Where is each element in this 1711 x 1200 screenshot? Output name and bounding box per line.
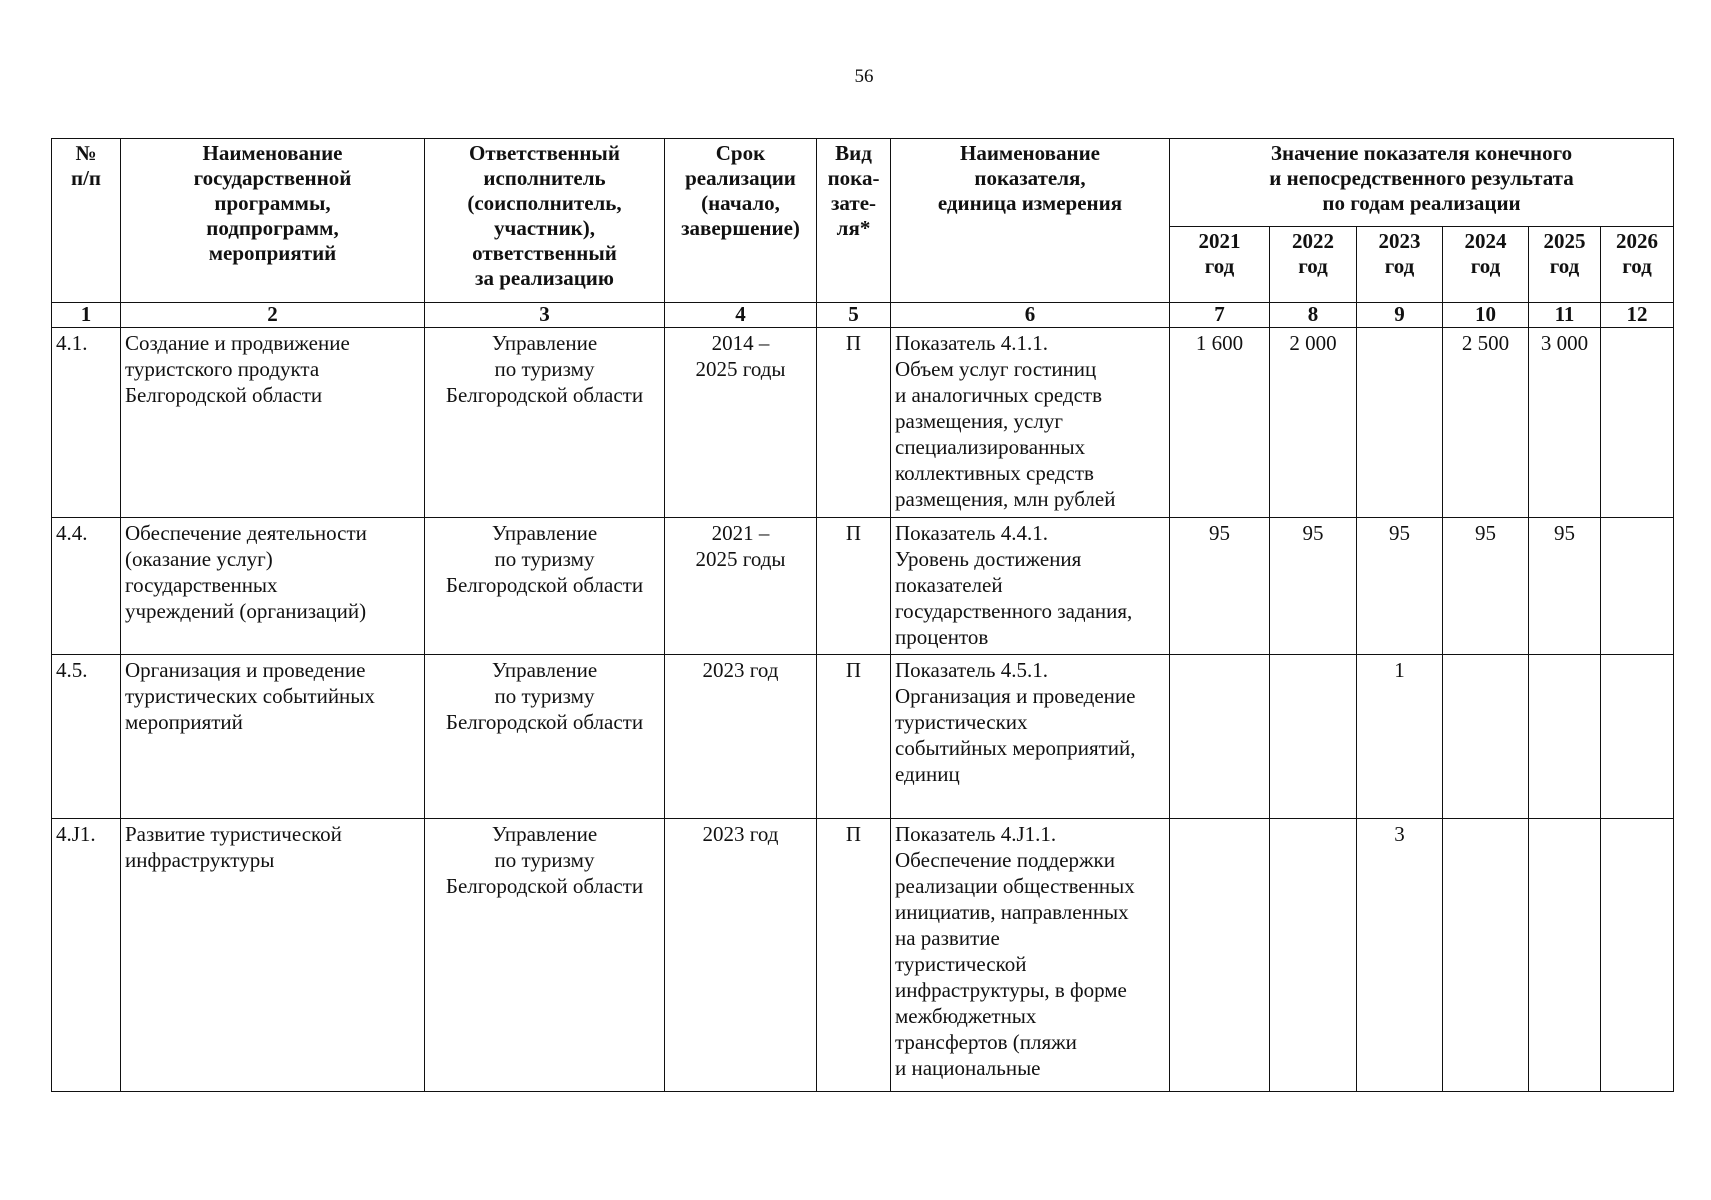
column-number: 7 [1170,303,1270,328]
column-number: 6 [891,303,1170,328]
row-value-2022: 95 [1270,518,1357,654]
column-number: 10 [1443,303,1529,328]
row-value-2023: 3 [1357,819,1443,1092]
row-value-2021: 95 [1170,518,1270,654]
column-number: 4 [665,303,817,328]
row-period: 2014 – 2025 годы [665,328,817,518]
table-row [52,819,1674,1092]
table-row [52,654,1674,818]
row-program-name: Развитие туристической инфраструктуры [121,819,425,1092]
row-program-name: Организация и проведение туристических событийных мероприятий [121,654,425,818]
header-responsible: Ответственный исполнитель (соисполнитель, участник), ответственный за реализацию [425,139,665,303]
row-num: 4.J1. [52,819,121,1092]
row-indicator-name: Показатель 4.4.1. Уровень достижения показателей государственного задания, процентов [891,518,1170,654]
header-num: № п/п [52,139,121,303]
table-row [52,518,1674,654]
header-indicator-type: Вид пока- зате- ля* [817,139,891,303]
row-indicator-name: Показатель 4.J1.1. Обеспечение поддержки реализации общественных инициатив, направленных на развитие туристической инфраструктуры, в форме межбюджетных трансфертов (пляжи и национальные [891,819,1170,1092]
row-program-name: Создание и продвижение туристского продукта Белгородской области [121,328,425,518]
row-value-2021 [1170,654,1270,818]
row-value-2025 [1529,654,1601,818]
column-number: 2 [121,303,425,328]
header-year-2026: 2026 год [1601,227,1674,303]
row-value-2023 [1357,328,1443,518]
header-period: Срок реализации (начало, завершение) [665,139,817,303]
row-indicator-type: П [817,328,891,518]
row-value-2023: 1 [1357,654,1443,818]
column-number: 3 [425,303,665,328]
row-num: 4.4. [52,518,121,654]
row-value-2024 [1443,654,1529,818]
row-value-2024 [1443,819,1529,1092]
row-responsible: Управление по туризму Белгородской области [425,654,665,818]
row-responsible: Управление по туризму Белгородской области [425,328,665,518]
header-year-2022: 2022 год [1270,227,1357,303]
row-value-2022 [1270,654,1357,818]
row-value-2025: 95 [1529,518,1601,654]
row-indicator-type: П [817,518,891,654]
row-value-2025 [1529,819,1601,1092]
header-program-name: Наименование государственной программы, подпрограмм, мероприятий [121,139,425,303]
program-indicators-table [51,138,1674,1092]
column-number: 11 [1529,303,1601,328]
row-value-2024: 2 500 [1443,328,1529,518]
column-number: 5 [817,303,891,328]
row-program-name: Обеспечение деятельности (оказание услуг) государственных учреждений (организаций) [121,518,425,654]
row-value-2021: 1 600 [1170,328,1270,518]
row-period: 2023 год [665,654,817,818]
table-header [52,139,1674,328]
header-year-2023: 2023 год [1357,227,1443,303]
row-value-2022: 2 000 [1270,328,1357,518]
column-number: 8 [1270,303,1357,328]
row-period: 2021 – 2025 годы [665,518,817,654]
row-responsible: Управление по туризму Белгородской области [425,518,665,654]
header-year-2025: 2025 год [1529,227,1601,303]
row-value-2026 [1601,654,1674,818]
row-value-2021 [1170,819,1270,1092]
row-value-2024: 95 [1443,518,1529,654]
header-values-group: Значение показателя конечного и непосредственного результата по годам реализации [1170,139,1674,227]
header-year-2021: 2021 год [1170,227,1270,303]
row-value-2025: 3 000 [1529,328,1601,518]
row-indicator-name: Показатель 4.1.1. Объем услуг гостиниц и аналогичных средств размещения, услуг специализированных коллективных средств размещения, млн рублей [891,328,1170,518]
page-number: 56 [854,66,874,87]
header-year-2024: 2024 год [1443,227,1529,303]
row-value-2026 [1601,518,1674,654]
column-number: 12 [1601,303,1674,328]
column-number: 9 [1357,303,1443,328]
row-value-2022 [1270,819,1357,1092]
row-period: 2023 год [665,819,817,1092]
row-responsible: Управление по туризму Белгородской области [425,819,665,1092]
row-num: 4.5. [52,654,121,818]
row-value-2023: 95 [1357,518,1443,654]
header-indicator-name: Наименование показателя, единица измерения [891,139,1170,303]
row-indicator-type: П [817,819,891,1092]
column-numbers-row [52,303,1674,328]
table-row [52,328,1674,518]
row-num: 4.1. [52,328,121,518]
row-indicator-name: Показатель 4.5.1. Организация и проведение туристических событийных мероприятий, единиц [891,654,1170,818]
row-value-2026 [1601,819,1674,1092]
row-indicator-type: П [817,654,891,818]
row-value-2026 [1601,328,1674,518]
column-number: 1 [52,303,121,328]
